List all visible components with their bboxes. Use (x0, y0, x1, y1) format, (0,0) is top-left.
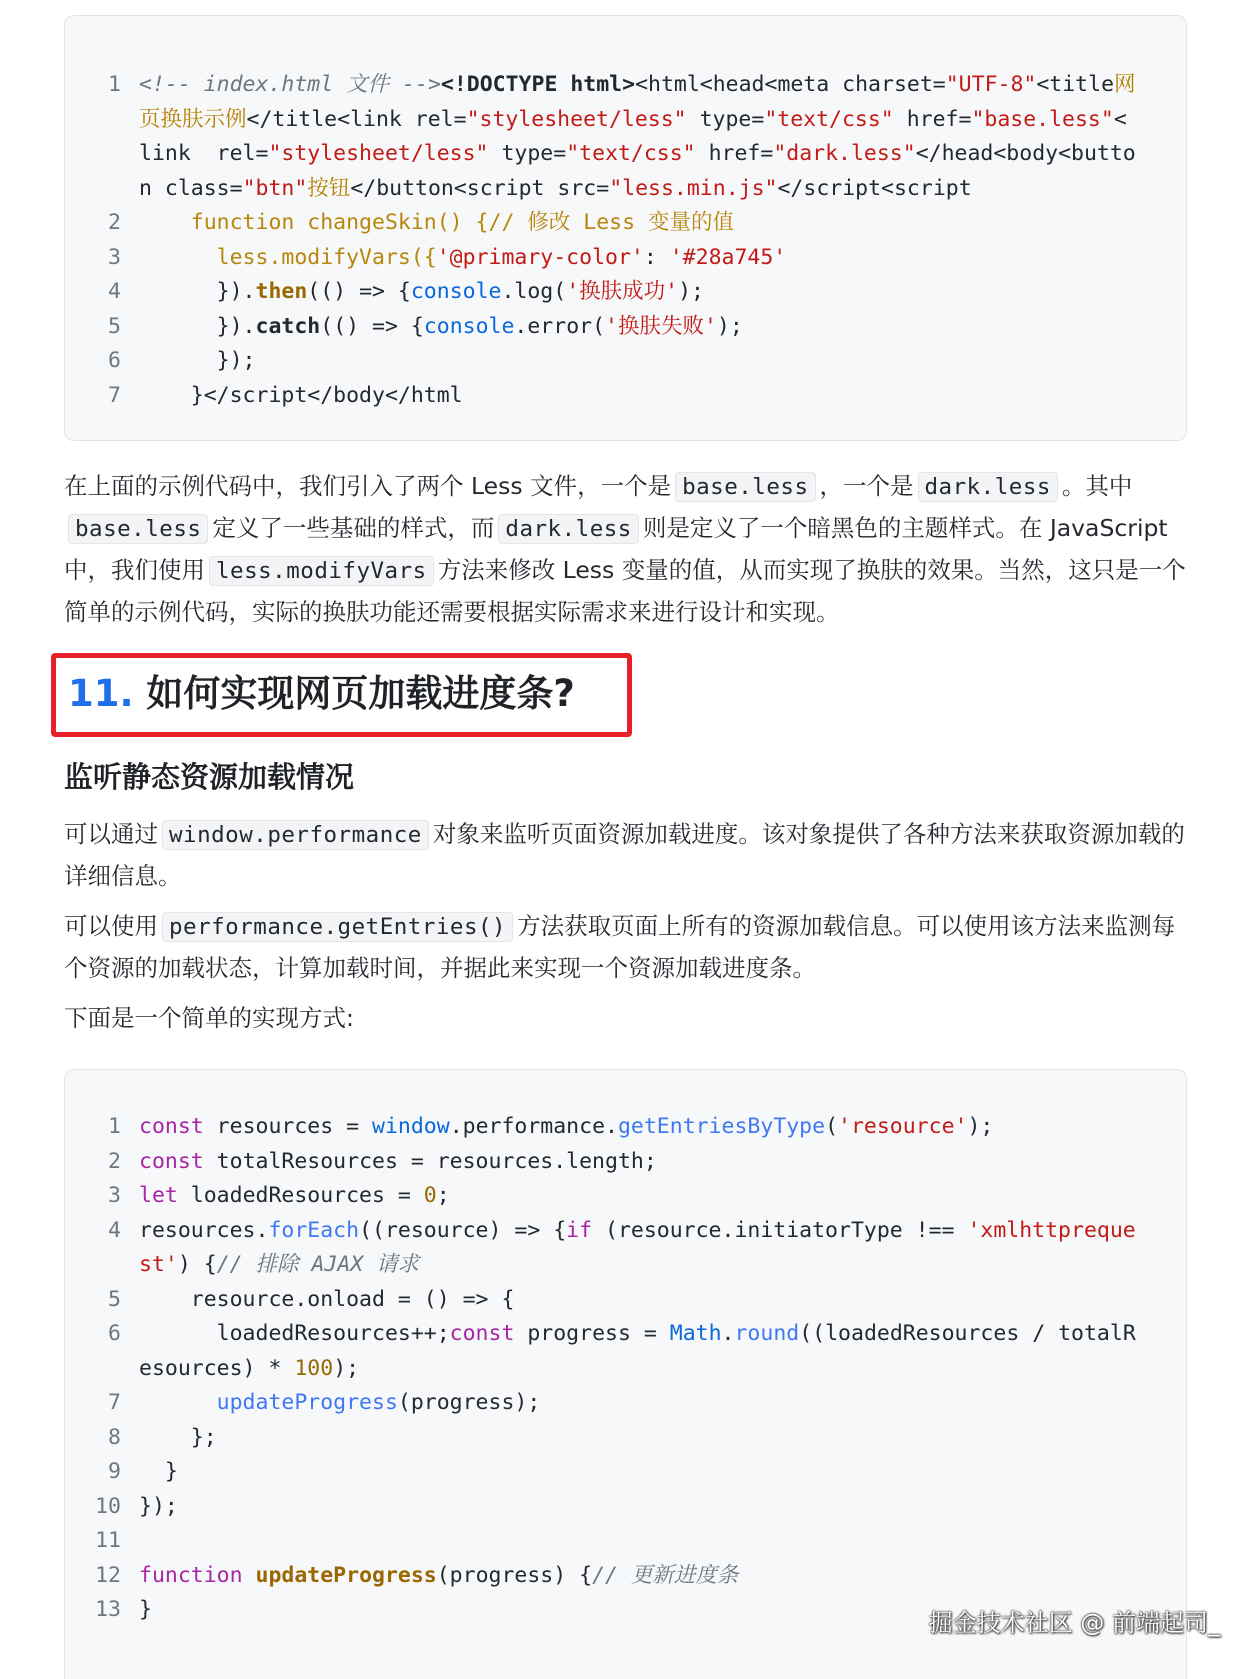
code-token: then (255, 279, 308, 304)
heading-text: 如何实现网页加载进度条? (133, 672, 575, 715)
code-text (139, 206, 1139, 241)
code-token: "dark.less" (773, 141, 916, 166)
inline-code: base.less (675, 472, 815, 502)
code-token: <!-- index.html 文件 --> (139, 72, 441, 97)
code-line (65, 310, 1186, 345)
code-token: ); (716, 313, 743, 339)
code-text (139, 1455, 1139, 1490)
code-token: .performance. (449, 1114, 618, 1139)
code-token: (resource.initiatorType !== (592, 1217, 968, 1243)
code-token: '@primary-color' (436, 244, 644, 270)
line-number: 4 (108, 1217, 121, 1243)
code-token: round (734, 1321, 800, 1346)
code-token: }); (139, 348, 256, 373)
code-token: "btn" (242, 175, 308, 201)
code-block-skin (64, 15, 1187, 441)
code-token: console (410, 279, 502, 304)
code-token: totalResources = resources.length; (203, 1148, 657, 1174)
code-token: ((resource) => { (359, 1217, 567, 1243)
code-token: </title<link rel= (246, 106, 467, 132)
code-text (139, 68, 1139, 206)
code-line (65, 1386, 1186, 1421)
code-token: updateProgress (255, 1562, 437, 1588)
code-token: : (643, 244, 670, 270)
code-token: ); (967, 1114, 994, 1139)
code-line (65, 68, 1186, 206)
line-number: 12 (95, 1562, 121, 1588)
code-token: . (721, 1321, 735, 1346)
code-token: 按钮 (307, 175, 351, 201)
line-number: 1 (108, 1114, 121, 1139)
paragraph-window-performance (64, 814, 1188, 897)
code-line (65, 241, 1186, 276)
code-token: loadedResources = (177, 1183, 424, 1208)
code-token: <link rel= (139, 106, 1127, 166)
code-token: (progress); (397, 1390, 541, 1415)
code-token: }</script</body</html (139, 382, 463, 408)
code-text (139, 1490, 1139, 1525)
code-token: "UTF-8" (945, 72, 1037, 97)
code-token: "less.min.js" (609, 175, 778, 201)
code-text (139, 379, 1139, 414)
paragraph-text: 可以使用 (64, 912, 158, 940)
code-text (139, 1283, 1139, 1318)
code-token: const (449, 1321, 515, 1346)
code-token: 'resource' (838, 1114, 968, 1139)
code-text (139, 1386, 1139, 1421)
code-line (65, 1317, 1186, 1386)
code-text (139, 1559, 1139, 1594)
code-token: href= (893, 106, 972, 132)
code-token: "text/css" (566, 141, 696, 166)
inline-code: dark.less (918, 472, 1058, 502)
code-token: .error( (514, 313, 606, 339)
code-token: updateProgress (216, 1390, 398, 1415)
line-number: 9 (108, 1459, 121, 1484)
paragraph-text: 可以通过 (64, 820, 158, 848)
code-line (65, 1559, 1186, 1594)
code-token: // 更新进度条 (592, 1562, 739, 1588)
code-token: ( (825, 1114, 839, 1139)
code-token: } (139, 1459, 178, 1484)
code-line (65, 206, 1186, 241)
watermark: 掘金技术社区 @ 前端起司_ (928, 1609, 1220, 1637)
code-line (65, 1283, 1186, 1318)
line-number: 8 (108, 1424, 121, 1450)
code-token: type= (686, 106, 765, 132)
code-token: </script<script (777, 175, 972, 201)
code-token: 'xmlhttprequest' (139, 1217, 1136, 1277)
code-token: "stylesheet/less" (268, 141, 489, 166)
explanation-paragraph (64, 466, 1188, 633)
code-token: </head<body<button class= (139, 141, 1136, 201)
line-number: 2 (108, 1148, 121, 1174)
code-token: ; (436, 1183, 450, 1208)
code-text (139, 1179, 1139, 1214)
line-number: 6 (108, 348, 121, 373)
code-text (139, 1214, 1139, 1283)
code-block-progress (64, 1069, 1187, 1679)
code-token (139, 1390, 217, 1415)
inline-code: window.performance (162, 820, 429, 850)
paragraph-get-entries (64, 906, 1188, 989)
code-token: function changeSkin() { (139, 210, 489, 235)
code-token: 100 (294, 1355, 334, 1381)
code-token: href= (695, 141, 774, 166)
line-number: 4 (108, 279, 121, 304)
line-number: 2 (108, 210, 121, 235)
code-token: <html<head<meta charset= (635, 72, 946, 97)
code-line (65, 1490, 1186, 1525)
paragraph-intro-impl (64, 998, 1188, 1039)
code-text (139, 1317, 1139, 1386)
line-number: 11 (95, 1528, 121, 1553)
inline-code: dark.less (498, 514, 638, 544)
code-line (65, 1214, 1186, 1283)
paragraph-text: 方法获取页面上所有的资源加载信息。可以使用该方法来监测每个资源的加载状态，计算加载时间，并据此来实现一个资源加载进度条。 (64, 912, 1176, 982)
code-token: "stylesheet/less" (466, 106, 687, 132)
code-token: const (139, 1148, 204, 1174)
code-token (139, 1528, 152, 1553)
code-line (65, 1455, 1186, 1490)
code-token: ); (333, 1355, 360, 1381)
code-token: loadedResources++; (139, 1321, 450, 1346)
code-text (139, 1421, 1139, 1456)
line-number: 5 (108, 313, 121, 339)
code-token: } (139, 1597, 152, 1622)
code-token: <!DOCTYPE html> (440, 72, 636, 97)
code-token: if (566, 1217, 593, 1243)
paragraph-text: 定义了一些基础的样式，而 (212, 514, 495, 542)
code-token: '#28a745' (669, 244, 787, 270)
inline-code: performance.getEntries() (162, 912, 513, 942)
code-token: }). (139, 313, 256, 339)
line-number: 1 (108, 72, 121, 97)
line-number: 7 (108, 1390, 121, 1415)
code-token: }). (139, 279, 256, 304)
paragraph-text: 对象来监听页面资源加载进度。该对象提供了各种方法来获取资源加载的详细信息。 (64, 820, 1185, 890)
code-token: </button<script src= (350, 175, 610, 201)
code-line (65, 1421, 1186, 1456)
code-token: "base.less" (971, 106, 1114, 132)
code-token: const (139, 1114, 204, 1139)
code-token: resources = (203, 1114, 373, 1139)
code-token: "text/css" (764, 106, 894, 132)
code-token: 0 (423, 1183, 437, 1208)
code-line (65, 1524, 1186, 1559)
code-text (139, 1524, 1139, 1559)
code-token: ((loadedResources / totalResources) * (139, 1321, 1136, 1381)
code-token: window (372, 1114, 450, 1139)
code-token: '换肤成功' (566, 279, 679, 304)
inline-code: base.less (68, 514, 208, 544)
code-token: '换肤失败' (605, 313, 717, 339)
code-token: catch (255, 313, 321, 339)
subheading: 监听静态资源加载情况 (64, 760, 355, 794)
code-token: progress = (514, 1321, 670, 1346)
code-token: resources. (139, 1217, 269, 1243)
line-number: 7 (108, 382, 121, 408)
paragraph-text: 则是定义了一个暗黑色的主题样式。在 JavaScript 中，我们使用 (64, 514, 1168, 584)
code-token: console (423, 313, 515, 339)
code-line (65, 275, 1186, 310)
line-number: 13 (95, 1597, 121, 1622)
code-line (65, 344, 1186, 379)
code-token: }); (139, 1493, 178, 1519)
line-number: 5 (108, 1286, 121, 1312)
code-token: (() => { (320, 313, 424, 339)
line-number: 3 (108, 1183, 121, 1208)
code-token: Math (669, 1321, 722, 1346)
paragraph-text: 方法来修改 Less 变量的值，从而实现了换肤的效果。当然，这只是一个简单的示例代码，实际的换肤功能还需要根据实际需求来进行设计和实现。 (64, 556, 1186, 626)
line-number: 6 (108, 1321, 121, 1346)
code-token: }; (139, 1424, 217, 1450)
code-line (65, 1110, 1186, 1145)
code-token: resource.onload = () => { (139, 1286, 515, 1312)
code-token: getEntriesByType (617, 1114, 826, 1139)
inline-code: less.modifyVars (209, 556, 434, 586)
code-line (65, 1145, 1186, 1180)
code-token: ); (678, 279, 704, 304)
code-text (139, 1145, 1139, 1180)
code-token: let (139, 1183, 178, 1208)
paragraph-text: ，一个是 (819, 472, 914, 500)
code-token: type= (488, 141, 567, 166)
code-text (139, 344, 1139, 379)
code-token: less.modifyVars({ (139, 244, 437, 270)
code-token: (progress) { (436, 1562, 593, 1588)
code-text (139, 310, 1139, 345)
code-token: forEach (268, 1217, 360, 1243)
section-heading (68, 667, 575, 721)
code-token: <title (1036, 72, 1115, 97)
code-token: (() => { (307, 279, 411, 304)
paragraph-text: 下面是一个简单的实现方式: (64, 1004, 354, 1032)
code-token: 网页换肤示例 (139, 72, 1136, 132)
paragraph-text: 。其中 (1061, 472, 1133, 500)
line-number: 3 (108, 244, 121, 270)
code-token: // 排除 AJAX 请求 (216, 1252, 420, 1277)
code-token: ) { (177, 1252, 217, 1277)
heading-number: 11. (68, 672, 134, 715)
code-token: .log( (501, 279, 567, 304)
code-token: function (139, 1562, 243, 1588)
line-number: 10 (95, 1493, 121, 1519)
code-text (139, 241, 1139, 276)
code-token: // 修改 Less 变量的值 (488, 210, 734, 235)
code-text (139, 275, 1139, 310)
code-text (139, 1110, 1139, 1145)
code-line (65, 379, 1186, 414)
code-line (65, 1179, 1186, 1214)
code-token (243, 1563, 256, 1588)
paragraph-text: 在上面的示例代码中，我们引入了两个 Less 文件，一个是 (64, 472, 672, 500)
